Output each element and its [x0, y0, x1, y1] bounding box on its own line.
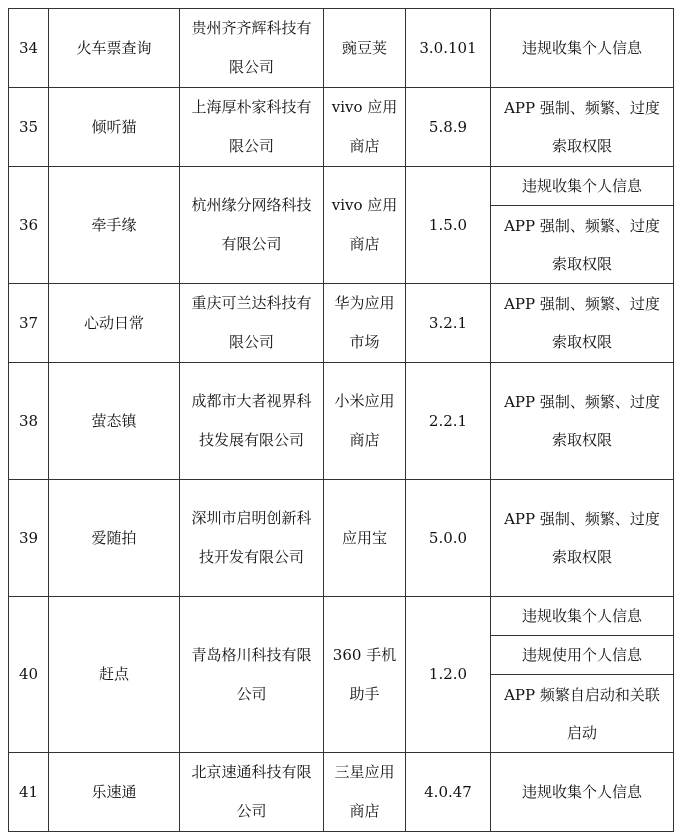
- app-name: 萤态镇: [49, 363, 180, 480]
- app-name: 火车票查询: [49, 9, 180, 88]
- violation-issue: 违规使用个人信息: [491, 636, 674, 675]
- developer-name: 北京速通科技有限公司: [180, 753, 324, 832]
- app-store: 小米应用商店: [324, 363, 406, 480]
- violation-issue: 违规收集个人信息: [491, 753, 674, 832]
- row-number: 41: [9, 753, 49, 832]
- row-number: 40: [9, 597, 49, 753]
- table-row: [9, 284, 674, 363]
- app-name: 爱随拍: [49, 480, 180, 597]
- row-number: 35: [9, 88, 49, 167]
- developer-name: 青岛格川科技有限公司: [180, 597, 324, 753]
- app-version: 2.2.1: [406, 363, 491, 480]
- app-version: 1.5.0: [406, 167, 491, 284]
- violation-issue: 违规收集个人信息: [491, 167, 674, 206]
- app-store: 应用宝: [324, 480, 406, 597]
- app-version: 3.0.101: [406, 9, 491, 88]
- developer-name: 杭州缘分网络科技有限公司: [180, 167, 324, 284]
- app-name: 赶点: [49, 597, 180, 753]
- developer-name: 上海厚朴家科技有限公司: [180, 88, 324, 167]
- app-store: 豌豆荚: [324, 9, 406, 88]
- app-name: 倾听猫: [49, 88, 180, 167]
- developer-name: 重庆可兰达科技有限公司: [180, 284, 324, 363]
- row-number: 39: [9, 480, 49, 597]
- app-name: 牵手缘: [49, 167, 180, 284]
- developer-name: 深圳市启明创新科技开发有限公司: [180, 480, 324, 597]
- app-version: 3.2.1: [406, 284, 491, 363]
- violation-issue: APP 强制、频繁、过度索取权限: [491, 88, 674, 167]
- developer-name: 成都市大者视界科技发展有限公司: [180, 363, 324, 480]
- violation-issue: 违规收集个人信息: [491, 9, 674, 88]
- app-store: 360 手机助手: [324, 597, 406, 753]
- app-name: 心动日常: [49, 284, 180, 363]
- violation-issue: APP 强制、频繁、过度索取权限: [491, 363, 674, 480]
- row-number: 37: [9, 284, 49, 363]
- app-version: 1.2.0: [406, 597, 491, 753]
- row-number: 38: [9, 363, 49, 480]
- table-body: [9, 9, 674, 832]
- app-store: 三星应用商店: [324, 753, 406, 832]
- app-store: 华为应用市场: [324, 284, 406, 363]
- table-row: [9, 88, 674, 167]
- app-store: vivo 应用商店: [324, 167, 406, 284]
- violation-issue: 违规收集个人信息: [491, 597, 674, 636]
- app-store: vivo 应用商店: [324, 88, 406, 167]
- app-name: 乐速通: [49, 753, 180, 832]
- row-number: 34: [9, 9, 49, 88]
- app-version: 5.8.9: [406, 88, 491, 167]
- app-violation-table: [8, 8, 674, 832]
- row-number: 36: [9, 167, 49, 284]
- violation-issue: APP 强制、频繁、过度索取权限: [491, 480, 674, 597]
- table-row: [9, 363, 674, 480]
- table-row: [9, 167, 674, 206]
- developer-name: 贵州齐齐辉科技有限公司: [180, 9, 324, 88]
- violation-issue: APP 强制、频繁、过度索取权限: [491, 284, 674, 363]
- table-row: [9, 753, 674, 832]
- app-version: 4.0.47: [406, 753, 491, 832]
- table-row: [9, 9, 674, 88]
- table-row: [9, 480, 674, 597]
- violation-issue: APP 强制、频繁、过度索取权限: [491, 206, 674, 284]
- app-version: 5.0.0: [406, 480, 491, 597]
- table-row: [9, 597, 674, 636]
- violation-issue: APP 频繁自启动和关联启动: [491, 675, 674, 753]
